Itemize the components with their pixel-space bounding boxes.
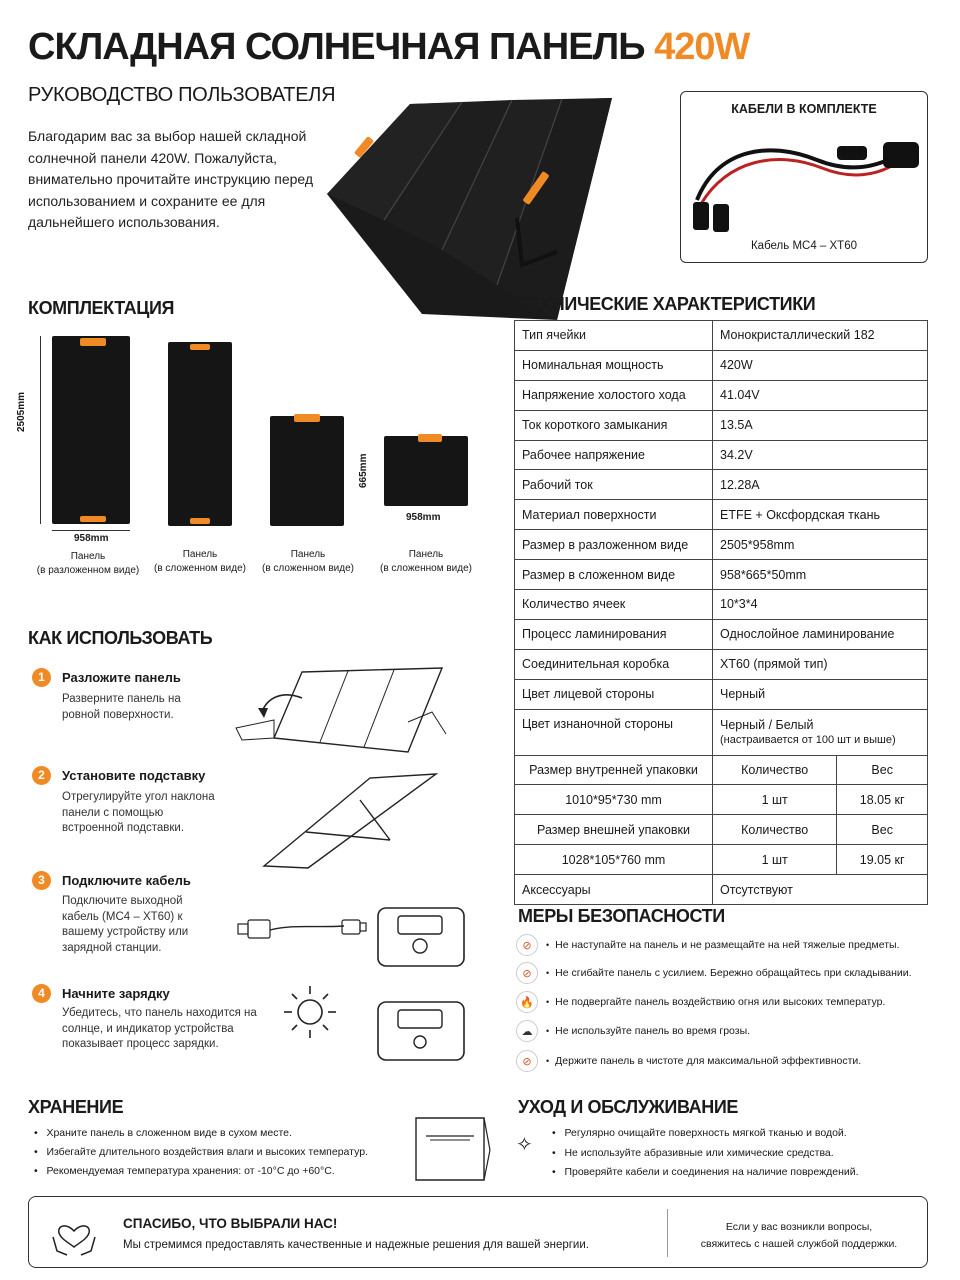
spec-row [515,845,928,875]
safety-item: ⊘ • Не наступайте на панель и не размещайте на ней тяжелые предметы. [516,934,900,956]
hero-panel-image [322,90,622,322]
spec-cell: Процесс ламинирования [515,619,713,649]
kit-panel-folded-1 [168,342,232,526]
spec-cell: 18.05 кг [837,785,928,815]
spec-row [515,530,928,560]
spec-row [515,440,928,470]
spec-cell: 1028*105*760 mm [515,845,713,875]
clean-icon: ⊘ [516,1050,538,1072]
sun-icon [282,984,338,1040]
cable-image [687,120,923,238]
footer-box [28,1196,928,1268]
spec-row [515,679,928,709]
care-item: • Не используйте абразивные или химические средства. [552,1147,834,1159]
step-3-title: Подключите кабель [62,873,191,888]
spec-cell: 420W [713,350,928,380]
kit-label-1: Панель (в разложенном виде) [36,551,140,576]
spec-cell: Рабочее напряжение [515,440,713,470]
step-4-title: Начните зарядку [62,986,170,1001]
dim-height: 2505mm [16,391,27,432]
step-1-number: 1 [32,668,51,687]
storage-item: • Храните панель в сложенном виде в сухом месте. [34,1127,292,1139]
safety-item: ⊘ • Не сгибайте панель с усилием. Бережно обращайтесь при складывании. [516,962,912,984]
footer-contact: Если у вас возникли вопросы, свяжитесь с нашей службой поддержки. [700,1221,898,1250]
footer-divider [667,1209,668,1257]
spec-cell: Черный / Белый (настраивается от 100 шт и выше) [713,709,928,755]
spec-cell: 12.28A [713,470,928,500]
spec-row [515,649,928,679]
care-title: УХОД И ОБСЛУЖИВАНИЕ [518,1097,738,1117]
cables-box [680,91,928,263]
footer-title: СПАСИБО, ЧТО ВЫБРАЛИ НАС! [123,1216,338,1231]
spec-cell: Размер в сложенном виде [515,560,713,590]
spec-row [515,619,928,649]
storage-box-illustration [414,1114,494,1184]
cables-title: КАБЕЛИ В КОМПЛЕКТЕ [731,102,877,116]
specs-title: ТЕХНИЧЕСКИЕ ХАРАКТЕРИСТИКИ [518,294,816,314]
howto-title: КАК ИСПОЛЬЗОВАТЬ [28,628,213,648]
spec-cell: Цвет лицевой стороны [515,679,713,709]
dim-line-horizontal [52,530,130,531]
spec-cell: XT60 (прямой тип) [713,649,928,679]
spec-cell: 1 шт [713,785,837,815]
spec-cell: Размер внутренней упаковки [515,755,713,785]
step-2-title: Установите подставку [62,768,206,783]
step-1-title: Разложите панель [62,670,181,685]
spec-cell: Цвет изнаночной стороны [515,709,713,755]
step-3-number: 3 [32,871,51,890]
title-main: СКЛАДНАЯ СОЛНЕЧНАЯ ПАНЕЛЬ [28,26,645,68]
spec-cell: Вес [837,815,928,845]
dim-width: 958mm [74,533,109,544]
spec-cell: 19.05 кг [837,845,928,875]
spec-cell: Размер внешней упаковки [515,815,713,845]
spec-cell: 2505*958mm [713,530,928,560]
spec-cell: Однослойное ламинирование [713,619,928,649]
care-item: • Регулярно очищайте поверхность мягкой тканью и водой. [552,1127,847,1139]
kit-panel-folded-3 [384,436,468,506]
kit-panel-folded-2 [270,416,344,526]
dim-folded-height: 665mm [358,453,369,488]
spec-cell: ETFE + Оксфордская ткань [713,500,928,530]
heart-hands-icon [49,1209,99,1257]
title-accent: 420W [654,26,750,68]
step-2-number: 2 [32,766,51,785]
storage-item: • Рекомендуемая температура хранения: от -10°C до +60°C. [34,1165,335,1177]
spec-cell: Аксессуары [515,875,713,905]
spec-cell: 13.5A [713,410,928,440]
spec-row [515,590,928,620]
unfold-illustration [232,662,458,758]
kit-panel-unfolded [52,336,130,524]
spec-cell: 1010*95*730 mm [515,785,713,815]
spec-cell: Отсутствуют [713,875,928,905]
spec-cell: Рабочий ток [515,470,713,500]
spec-cell: 41.04V [713,380,928,410]
kit-label-2: Панель (в сложенном виде) [154,549,246,574]
step-2-text: Отрегулируйте угол наклона панели с помощью встроенной подставки. [62,791,215,834]
spec-cell: 958*665*50mm [713,560,928,590]
specs-table [514,320,928,905]
spec-cell: 10*3*4 [713,590,928,620]
no-bend-icon: ⊘ [516,962,538,984]
spec-row [515,709,928,755]
power-station-illustration-1 [376,904,468,970]
spec-cell: Соединительная коробка [515,649,713,679]
spec-row [515,815,928,845]
cable-illustration [234,904,370,946]
spec-cell: Количество ячеек [515,590,713,620]
spec-cell: Ток короткого замыкания [515,410,713,440]
spec-row [515,410,928,440]
spec-cell: Количество [713,815,837,845]
spec-cell: 34.2V [713,440,928,470]
spec-cell: Напряжение холостого хода [515,380,713,410]
storage-item: • Избегайте длительного воздействия влаги и высоких температур. [34,1146,368,1158]
safety-item: 🔥 • Не подвергайте панель воздействию огня или высоких температур. [516,991,885,1013]
spec-cell: Вес [837,755,928,785]
safety-title: МЕРЫ БЕЗОПАСНОСТИ [518,906,725,926]
no-step-icon: ⊘ [516,934,538,956]
spec-row [515,500,928,530]
spec-cell: Монокристаллический 182 [713,321,928,351]
spec-row [515,321,928,351]
safety-item: ⊘ • Держите панель в чистоте для максимальной эффективности. [516,1050,861,1072]
power-station-illustration-2 [376,998,468,1064]
spec-cell: 1 шт [713,845,837,875]
kit-label-4: Панель (в сложенном виде) [380,549,472,574]
step-3-text: Подключите выходной кабель (MC4 – XT60) к вашему устройству или зарядной станции. [62,895,189,954]
stand-illustration [260,770,440,870]
spec-cell: Номинальная мощность [515,350,713,380]
kit-title: КОМПЛЕКТАЦИЯ [28,298,175,318]
spec-cell: Размер в разложенном виде [515,530,713,560]
dim-folded-width: 958mm [406,512,441,523]
cables-caption: Кабель MC4 – XT60 [750,240,857,252]
spec-row [515,560,928,590]
spec-cell: Тип ячейки [515,321,713,351]
page-title [28,26,749,69]
intro-text: Благодарим вас за выбор нашей складной солнечной панели 420W. Пожалуйста, внимательно прочитайте инструкцию перед использованием и сохраните ее для дальнейшего использования. [28,128,314,230]
spec-row [515,755,928,785]
storage-title: ХРАНЕНИЕ [28,1097,124,1117]
kit-label-3: Панель (в сложенном виде) [262,549,354,574]
step-4-number: 4 [32,984,51,1003]
step-1-text: Разверните панель на ровной поверхности. [62,693,181,721]
step-4-text: Убедитесь, что панель находится на солнце, и индикатор устройства показывает процесс зарядки. [62,1007,257,1050]
page-subtitle: РУКОВОДСТВО ПОЛЬЗОВАТЕЛЯ [28,84,336,106]
spec-row [515,470,928,500]
spec-cell: Черный [713,679,928,709]
no-fire-icon: 🔥 [516,991,538,1013]
spec-row [515,350,928,380]
thunderstorm-icon: ☁ [516,1020,538,1042]
spec-row [515,380,928,410]
care-item: • Проверяйте кабели и соединения на наличие повреждений. [552,1166,859,1178]
footer-text: Мы стремимся предоставлять качественные и надежные решения для вашей энергии. [123,1239,589,1251]
spec-row [515,785,928,815]
sparkle-icon: ✧ [516,1134,533,1156]
dim-line-vertical [40,336,41,524]
spec-cell: Количество [713,755,837,785]
spec-row [515,875,928,905]
spec-cell: Материал поверхности [515,500,713,530]
safety-item: ☁ • Не используйте панель во время грозы. [516,1020,750,1042]
